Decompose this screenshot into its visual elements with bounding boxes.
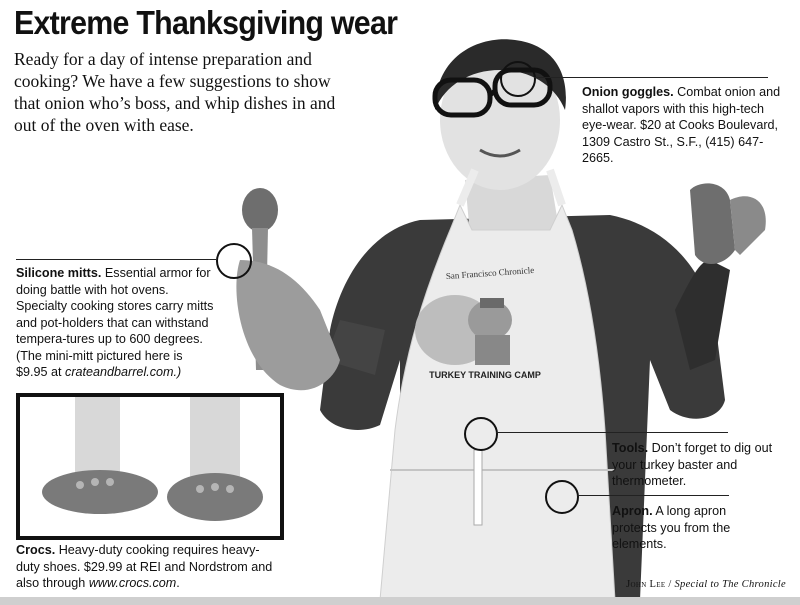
mitts-caption (16, 265, 216, 381)
apron-caption-body: A long apron protects you from the elements. (612, 504, 731, 551)
goggles-caption-title: Onion goggles. (582, 85, 674, 99)
tools-caption (612, 440, 782, 490)
bottom-bar (0, 597, 800, 605)
apron-caption-title: Apron. (612, 504, 653, 518)
crocs-link[interactable]: www.crocs.com (88, 576, 177, 590)
intro-paragraph: Ready for a day of intense preparation and cooking? We have a few suggestions to show that onion who’s boss, and whip dishes in and out of the oven with ease. (14, 49, 336, 135)
apron-callout-line (577, 495, 729, 496)
crateandbarrel-link[interactable]: crateandbarrel.com.) (65, 365, 182, 379)
apron-callout-circle (545, 480, 579, 514)
tools-caption-title: Tools. (612, 441, 649, 455)
photo-credit (626, 579, 786, 590)
goggles-caption-body: Combat onion and shallot vapors with this high-tech eye-wear. $20 at Cooks Boulevard, 1309 Castro St., S.F., (415) 647-2665. (582, 85, 781, 165)
goggles-callout-circle (500, 61, 536, 97)
mitts-callout-circle (216, 243, 252, 279)
turkey-graphic (415, 295, 512, 365)
mitts-callout-line (16, 259, 216, 260)
tools-callout-circle (464, 417, 498, 451)
credit-role: Special to The Chronicle (674, 579, 786, 590)
headline: Extreme Thanksgiving wear (14, 4, 398, 41)
mitts-caption-title: Silicone mitts. (16, 266, 102, 280)
crocs-caption-tail: . (176, 576, 180, 590)
credit-separator: / (665, 579, 675, 590)
apron-caption (612, 503, 732, 553)
crocs-caption-body: Heavy-duty cooking requires heavy-duty shoes. $29.99 at REI and Nordstrom and also through (16, 543, 273, 590)
apron-brand: San Francisco Chronicle (445, 264, 535, 282)
tools-callout-line (496, 432, 728, 433)
left-mitt (236, 260, 340, 390)
tools-caption-body: Don’t forget to dig out your turkey baster and thermometer. (612, 441, 773, 488)
apron-slogan: TURKEY TRAINING CAMP (429, 370, 541, 380)
mitts-caption-body: Essential armor for doing battle with hot ovens. Specialty cooking stores carry mitts and pot-holders that can withstand tempera-tures up to 600 degrees. (The mini-mitt pictured here is $9.95 at (16, 266, 214, 379)
crocs-caption-title: Crocs. (16, 543, 56, 557)
photographer-name: John Lee (626, 579, 666, 590)
goggles-caption (582, 84, 782, 167)
crocs-photo-box (16, 393, 284, 540)
thermometer (474, 450, 482, 525)
crocs-caption (16, 542, 278, 592)
right-mitt (690, 183, 735, 264)
goggles-callout-line (534, 77, 768, 78)
crocs-photo (20, 397, 280, 536)
